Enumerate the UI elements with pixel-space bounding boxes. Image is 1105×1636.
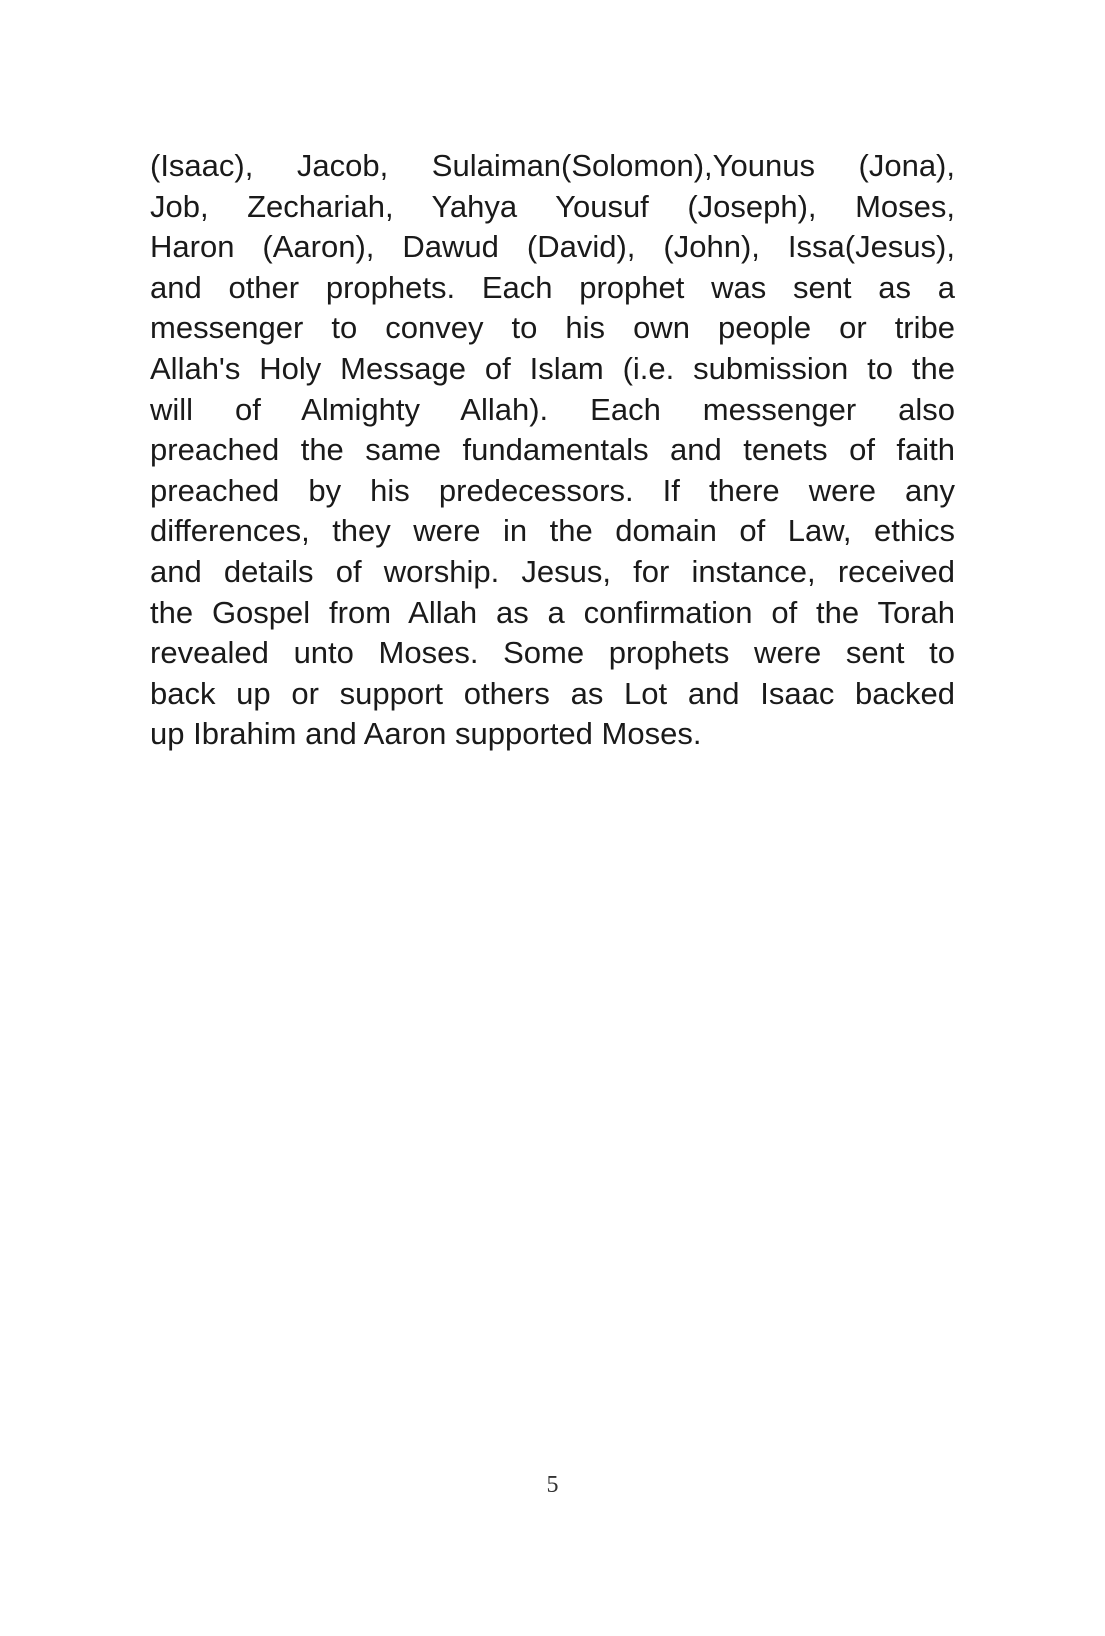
paragraph-line: up Ibrahim and Aaron supported Moses. [150, 716, 702, 752]
paragraph-line: preached by his predecessors. If there were any [150, 472, 955, 508]
paragraph-line: the Gospel from Allah as a confirmation of the Torah [150, 594, 955, 630]
paragraph-line: will of Almighty Allah). Each messenger also [150, 391, 955, 427]
paragraph-line: and other prophets. Each prophet was sent as a [150, 269, 955, 305]
paragraph-line: and details of worship. Jesus, for instance, received [150, 553, 955, 589]
paragraph-line: differences, they were in the domain of Law, ethics [150, 513, 955, 549]
body-paragraph [150, 146, 955, 755]
paragraph-line: revealed unto Moses. Some prophets were sent to [150, 635, 955, 671]
paragraph-line: messenger to convey to his own people or tribe [150, 310, 955, 346]
paragraph-line: Haron (Aaron), Dawud (David), (John), Issa(Jesus), [150, 229, 955, 265]
paragraph-line: back up or support others as Lot and Isaac backed [150, 675, 955, 711]
paragraph-line: preached the same fundamentals and tenets of faith [150, 432, 955, 468]
paragraph-line: Job, Zechariah, Yahya Yousuf (Joseph), Moses, [150, 188, 955, 224]
page-number: 5 [546, 1472, 559, 1498]
paragraph-line: (Isaac), Jacob, Sulaiman(Solomon),Younus (Jona), [150, 148, 955, 183]
paragraph-line: Allah's Holy Message of Islam (i.e. submission to the [150, 350, 955, 386]
